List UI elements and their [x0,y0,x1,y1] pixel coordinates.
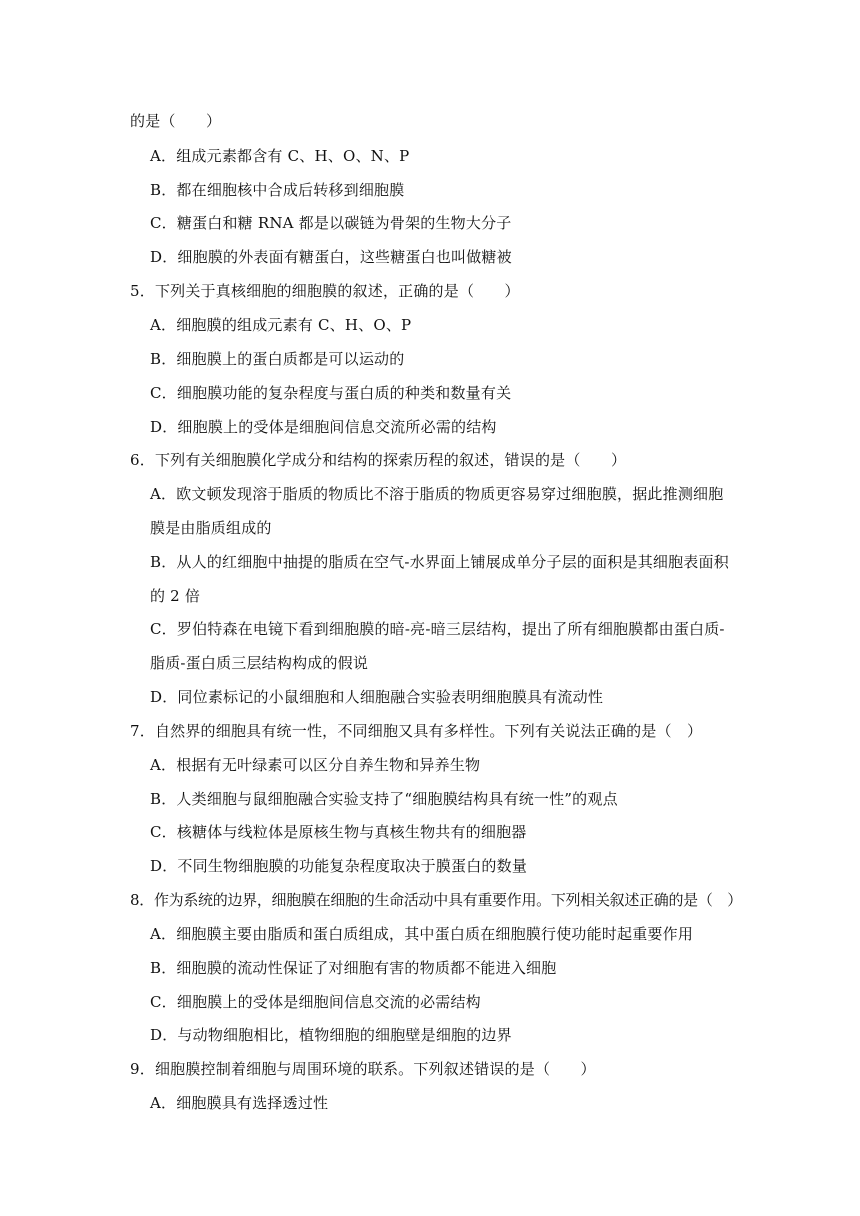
question-8-stem: 8．作为系统的边界，细胞膜在细胞的生命活动中具有重要作用。下列相关叙述正确的是（ ） [130,891,742,909]
question-4-option-a: A．组成元素都含有 C、H、O、N、P [150,147,410,165]
question-5-option-a: A．细胞膜的组成元素有 C、H、O、P [150,316,412,334]
question-9-stem: 9．细胞膜控制着细胞与周围环境的联系。下列叙述错误的是（ ） [130,1060,596,1078]
question-6-option-c-line-2: 脂质-蛋白质三层结构构成的假说 [150,654,369,672]
question-8-option-c: C．细胞膜上的受体是细胞间信息交流的必需结构 [150,993,481,1011]
question-6-stem: 6．下列有关细胞膜化学成分和结构的探索历程的叙述，错误的是（ ） [130,451,627,469]
question-8-option-d: D．与动物细胞相比，植物细胞的细胞壁是细胞的边界 [150,1026,512,1044]
question-4-option-d: D．细胞膜的外表面有糖蛋白，这些糖蛋白也叫做糖被 [150,248,512,266]
question-7-option-d: D．不同生物细胞膜的功能复杂程度取决于膜蛋白的数量 [150,857,528,875]
question-5-option-c: C．细胞膜功能的复杂程度与蛋白质的种类和数量有关 [150,384,512,402]
question-8-option-b: B．细胞膜的流动性保证了对细胞有害的物质都不能进入细胞 [150,959,557,977]
question-5-stem: 5．下列关于真核细胞的细胞膜的叙述，正确的是（ ） [130,282,520,300]
question-6-option-a-line-1: A．欧文顿发现溶于脂质的物质比不溶于脂质的物质更容易穿过细胞膜，据此推测细胞 [150,485,724,503]
question-6-option-b-line-2: 的 2 倍 [150,587,201,605]
question-8-option-a: A．细胞膜主要由脂质和蛋白质组成，其中蛋白质在细胞膜行使功能时起重要作用 [150,925,694,943]
question-7-option-a: A．根据有无叶绿素可以区分自养生物和异养生物 [150,756,481,774]
question-7-option-b: B．人类细胞与鼠细胞融合实验支持了“细胞膜结构具有统一性”的观点 [150,790,618,808]
question-7-stem: 7．自然界的细胞具有统一性，不同细胞又具有多样性。下列有关说法正确的是（ ） [130,722,703,740]
question-4-option-b: B．都在细胞核中合成后转移到细胞膜 [150,181,405,199]
question-5-option-b: B．细胞膜上的蛋白质都是可以运动的 [150,350,405,368]
question-6-option-b-line-1: B．从人的红细胞中抽提的脂质在空气-水界面上铺展成单分子层的面积是其细胞表面积 [150,553,729,571]
question-5-option-d: D．细胞膜上的受体是细胞间信息交流所必需的结构 [150,418,497,436]
question-4-option-c: C．糖蛋白和糖 RNA 都是以碳链为骨架的生物大分子 [150,214,512,232]
question-6-option-d: D．同位素标记的小鼠细胞和人细胞融合实验表明细胞膜具有流动性 [150,688,604,706]
question-9-option-a: A．细胞膜具有选择透过性 [150,1094,329,1112]
question-7-option-c: C．核糖体与线粒体是原核生物与真核生物共有的细胞器 [150,823,527,841]
question-6-option-c-line-1: C．罗伯特森在电镜下看到细胞膜的暗-亮-暗三层结构，提出了所有细胞膜都由蛋白质- [150,620,725,638]
question-4-stem-continuation: 的是（ ） [130,112,222,130]
question-6-option-a-line-2: 膜是由脂质组成的 [150,519,272,537]
